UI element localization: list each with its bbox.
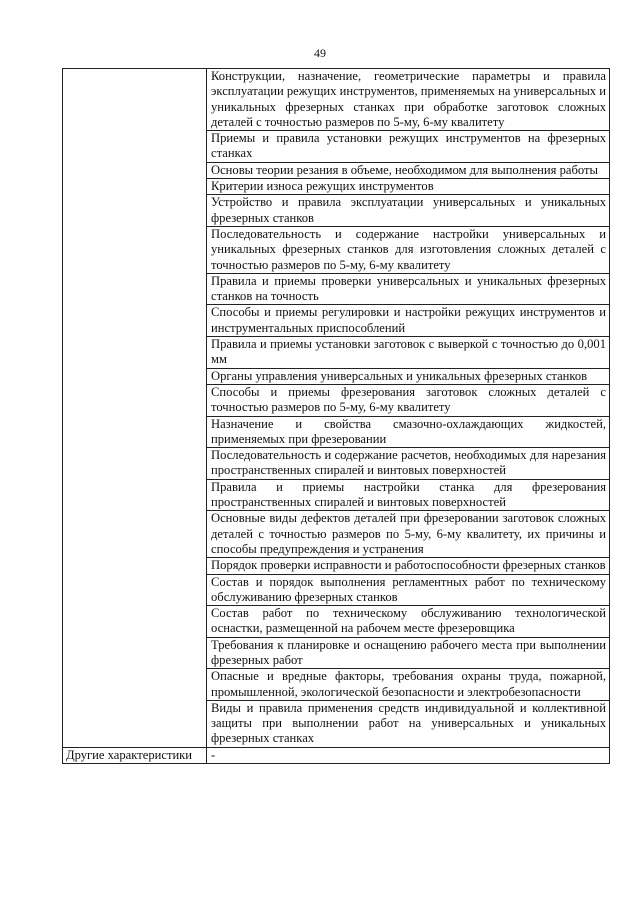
knowledge-table [62,68,610,764]
knowledge-item: Последовательность и содержание настройки универсальных и уникальных фрезерных станков для изготовления сложных деталей с точностью размеров по 5-му, 6-му квалитету [207,226,610,273]
knowledge-item: Правила и приемы настройки станка для фрезерования пространственных спиралей и винтовых поверхностей [207,479,610,511]
knowledge-item: Состав и порядок выполнения регламентных работ по техническому обслуживанию фрезерных станков [207,574,610,606]
table-row [63,69,610,131]
knowledge-item: Последовательность и содержание расчетов, необходимых для нарезания пространственных спиралей и винтовых поверхностей [207,448,610,480]
knowledge-item: Устройство и правила эксплуатации универсальных и уникальных фрезерных станков [207,195,610,227]
table-row [63,747,610,763]
knowledge-item: Способы и приемы фрезерования заготовок сложных деталей с точностью размеров по 5-му, 6-му квалитету [207,384,610,416]
other-characteristics-label: Другие характеристики [63,747,207,763]
other-characteristics-value: - [207,747,610,763]
knowledge-item: Правила и приемы проверки универсальных и уникальных фрезерных станков на точность [207,273,610,305]
page-number: 49 [314,46,326,60]
knowledge-item: Требования к планировке и оснащению рабочего места при выполнении фрезерных работ [207,637,610,669]
knowledge-item: Правила и приемы установки заготовок с выверкой с точностью до 0,001 мм [207,337,610,369]
knowledge-item: Виды и правила применения средств индивидуальной и коллективной защиты при выполнении работ на универсальных и уникальных фрезерных станках [207,700,610,747]
knowledge-item: Органы управления универсальных и уникальных фрезерных станков [207,368,610,384]
knowledge-item: Опасные и вредные факторы, требования охраны труда, пожарной, промышленной, экологической безопасности и электробезопасности [207,669,610,701]
knowledge-item: Основы теории резания в объеме, необходимом для выполнения работы [207,162,610,178]
knowledge-item: Критерии износа режущих инструментов [207,179,610,195]
knowledge-item: Состав работ по техническому обслуживанию технологической оснастки, размещенной на рабочем месте фрезеровщика [207,606,610,638]
knowledge-item: Конструкции, назначение, геометрические параметры и правила эксплуатации режущих инструментов, применяемых на универсальных и уникальных фрезерных станках при обработке заготовок сложных деталей с точностью размеров по 5-му, 6-му квалитету [207,69,610,131]
knowledge-item: Порядок проверки исправности и работоспособности фрезерных станков [207,558,610,574]
knowledge-label-cell [63,69,207,748]
knowledge-item: Способы и приемы регулировки и настройки режущих инструментов и инструментальных приспособлений [207,305,610,337]
knowledge-item: Приемы и правила установки режущих инструментов на фрезерных станках [207,131,610,163]
knowledge-item: Основные виды дефектов деталей при фрезеровании заготовок сложных деталей с точностью размеров по 5-му, 6-му квалитету, их причины и способы предупреждения и устранения [207,511,610,558]
knowledge-item: Назначение и свойства смазочно-охлаждающих жидкостей, применяемых при фрезеровании [207,416,610,448]
